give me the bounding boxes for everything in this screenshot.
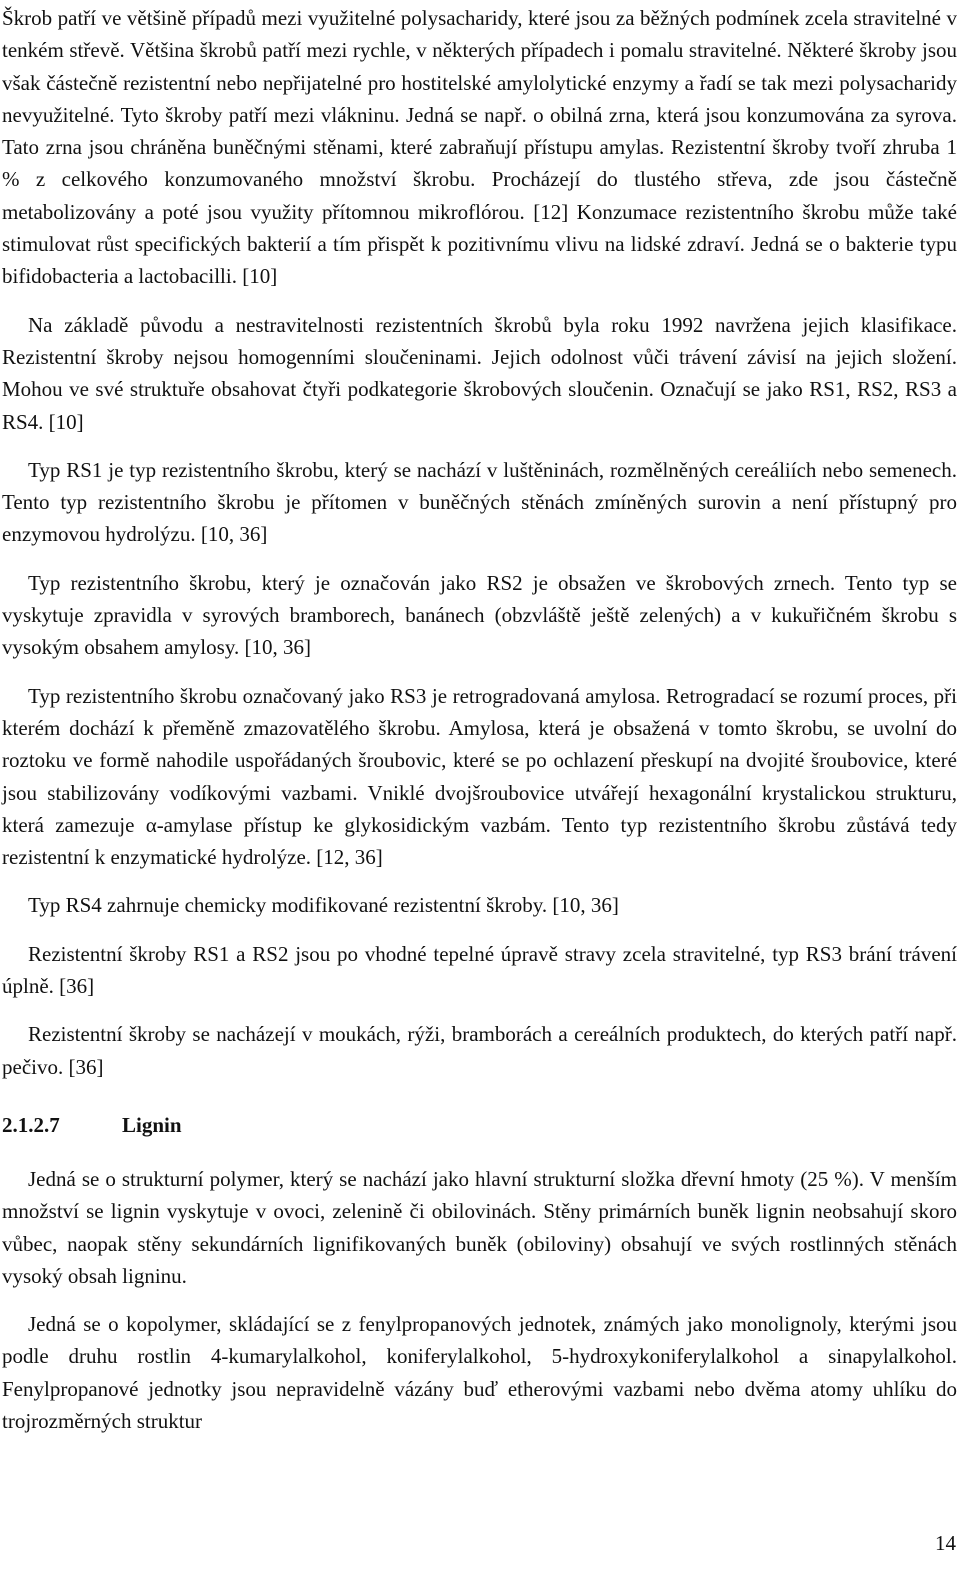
section-title: Lignin bbox=[122, 1112, 182, 1137]
paragraph-rs3: Typ rezistentního škrobu označovaný jako RS3 je retrogradovaná amylosa. Retrogradací se rozumí proces, při kterém dochází k přeměně zmazovatělého škrobu. Amylosa, která je obsažená v tomto škrobu, se uvolní do roztoku ve formě nahodile uspořádaných šroubovic, které se po ochlazení přeskupí na dvojité šroubovice, které jsou stabilizovány vodíkovými vazbami. Vniklé dvojšroubovice utvářejí hexagonální krystalickou strukturu, která zamezuje α-amylase přístup ke glykosidickým vazbám. Tento typ rezistentního škrobu zůstává tedy rezistentní k enzymatické hydrolýze. [12, 36] bbox=[2, 683, 957, 870]
paragraph-rs2: Typ rezistentního škrobu, který je označován jako RS2 je obsažen ve škrobových zrnech. Tento typ se vyskytuje zpravidla v syrových bramborech, banánech (obzvláště ještě zelených) a v kukuřičném škrobu s vysokým obsahem amylosy. [10, 36] bbox=[2, 570, 957, 660]
section-number: 2.1.2.7 bbox=[2, 1112, 60, 1137]
paragraph-lignin-structure: Jedná se o strukturní polymer, který se nachází jako hlavní strukturní složka dřevní hmoty (25 %). V menším množství se lignin vyskytuje v ovoci, zelenině či obilovinách. Stěny primárních buněk lignin neobsahují skoro vůbec, naopak stěny sekundárních lignifikovaných buněk (obiloviny) obsahují ve svých rostlinných stěnách vysoký obsah ligninu. bbox=[2, 1166, 957, 1288]
section-heading bbox=[2, 1109, 957, 1141]
paragraph-rs4: Typ RS4 zahrnuje chemicky modifikované rezistentní škroby. [10, 36] bbox=[28, 893, 619, 918]
paragraph-lignin-copolymer: Jedná se o kopolymer, skládající se z fenylpropanových jednotek, známých jako monolignoly, kterými jsou podle druhu rostlin 4-kumarylalkohol, koniferylalkohol, 5-hydroxykoniferylalkohol a sinapylalkohol. Fenylpropanové jednotky jsou nepravidelně vázány buď etherovými vazbami nebo dvěma atomy uhlíku do trojrozměrných struktur bbox=[2, 1312, 957, 1433]
paragraph-resistant-starch-intro: Škrob patří ve většině případů mezi využitelné polysacharidy, které jsou za běžných podmínek zcela stravitelné v tenkém střevě. Většina škrobů patří mezi rychle, v některých případech i pomalu stravitelné. Některé škroby jsou však částečně rezistentní nebo nepřijatelné pro hostitelské amylolytické enzymy a řadí se tak mezi polysacharidy nevyužitelné. Tyto škroby patří mezi vlákninu. Jedná se např. o obilná zrna, která jsou konzumována za syrova. Tato zrna jsou chráněna buněčnými stěnami, které zabraňují přístupu amylas. Rezistentní škroby tvoří zhruba 1 % z celkového konzumovaného množství škrobu. Procházejí do tlustého střeva, zde jsou částečně metabolizovány a poté jsou využity přítomnou mikroflórou. [12] Konzumace rezistentního škrobu může také stimulovat růst specifických bakterií a tím přispět k pozitivnímu vlivu na lidské zdraví. Jedná se o bakterie typu bifidobacteria a lactobacilli. [10] bbox=[2, 6, 957, 289]
page-number: 14 bbox=[935, 1531, 956, 1555]
paragraph-rs1: Typ RS1 je typ rezistentního škrobu, který se nachází v luštěninách, rozmělněných cereáliích nebo semenech. Tento typ rezistentního škrobu je přítomen v buněčných stěnách zmíněných surovin a není přístupný pro enzymovou hydrolýzu. [10, 36] bbox=[2, 457, 957, 547]
paragraph-classification: Na základě původu a nestravitelnosti rezistentních škrobů byla roku 1992 navržena jejich klasifikace. Rezistentní škroby nejsou homogenními sloučeninami. Jejich odolnost vůči trávení závisí na jejich složení. Mohou ve své struktuře obsahovat čtyři podkategorie škrobových sloučenin. Označují se jako RS1, RS2, RS3 a RS4. [10] bbox=[2, 312, 957, 434]
paragraph-digestibility: Rezistentní škroby RS1 a RS2 jsou po vhodné tepelné úpravě stravy zcela stravitelné, typ RS3 brání trávení úplně. [36] bbox=[2, 941, 957, 999]
paragraph-sources: Rezistentní škroby se nacházejí v moukách, rýži, bramborách a cereálních produktech, do kterých patří např. pečivo. [36] bbox=[2, 1022, 957, 1079]
